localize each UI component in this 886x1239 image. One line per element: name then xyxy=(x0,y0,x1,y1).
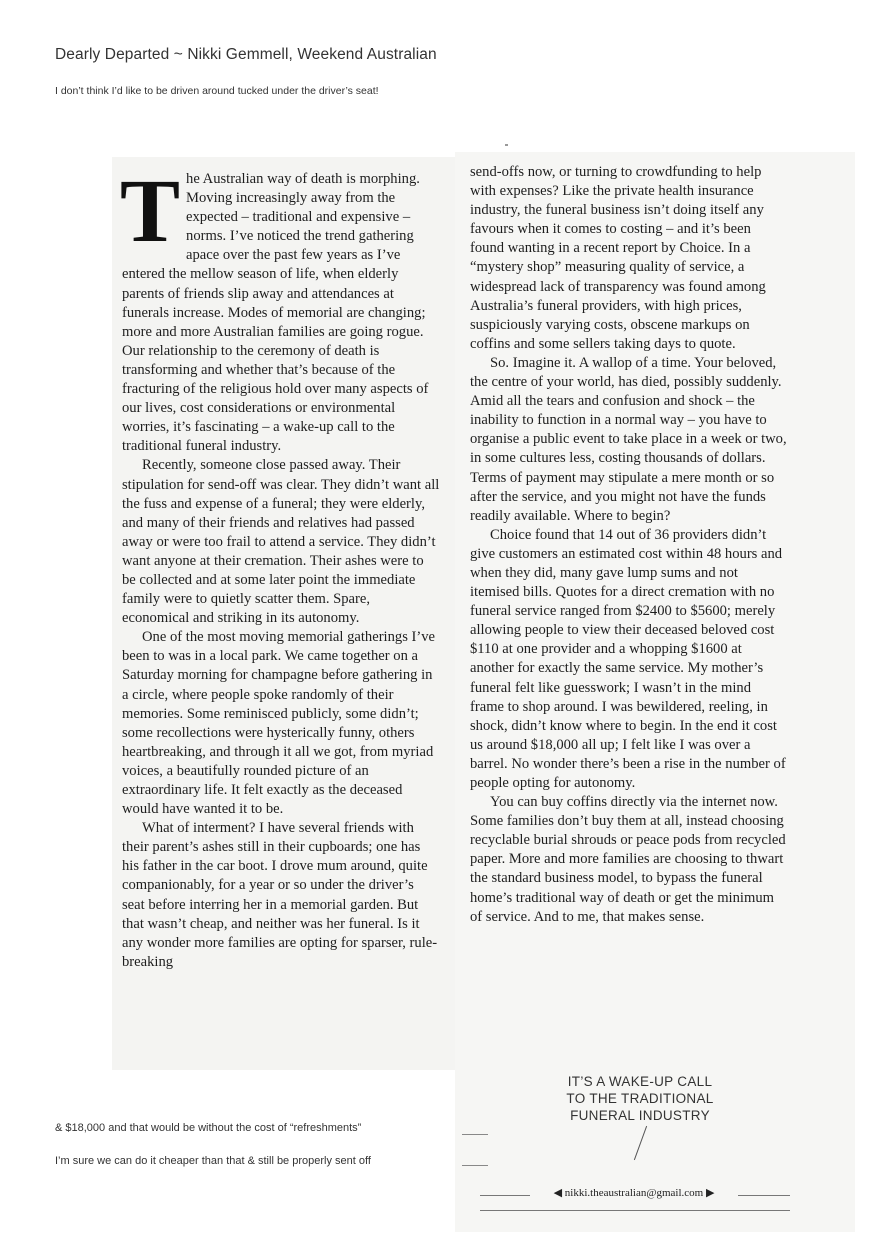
article-paragraph: You can buy coffins directly via the internet now. Some families don’t buy them at all, instead choosing recyclable burial shrouds or peace pods from recycled paper. More and more families are choosing to thwart the standard business model, to bypass the funeral home’s traditional way of death or get the minimum of service. And to me, that makes sense. xyxy=(470,794,786,925)
article-left-column xyxy=(120,162,440,972)
author-email: ◀ nikki.theaustralian@gmail.com ▶ xyxy=(530,1186,738,1199)
scan-mark xyxy=(505,144,508,146)
pull-quote-line: TO THE TRADITIONAL xyxy=(566,1091,714,1106)
article-paragraph: Recently, someone close passed away. Their stipulation for send-off was clear. They didn’t want all the fuss and expense of a funeral; they were elderly, and many of their friends and relatives had passed away or were too frail to attend a service. They didn’t want anyone at their cremation. Their ashes were to be collected and at some later point the immediate family were to quietly scatter them. Spare, economical and striking in its autonomy. xyxy=(122,457,440,627)
cost-note: & $18,000 and that would be without the cost of “refreshments” xyxy=(55,1122,362,1134)
article-right-column xyxy=(470,163,788,927)
article-paragraph: Choice found that 14 out of 36 providers didn’t give customers an estimated cost within 48 hours and when they did, many gave lump sums and not itemised bills. Quotes for a direct cremation with no funeral service ranged from $2400 to $5600; merely allowing people to view their deceased beloved cost $110 at one provider and a whopping $1600 at another for exactly the same service. My mother’s funeral felt like guesswork; I wasn’t in the mind frame to shop around. I was bewildered, reeling, in shock, didn’t know where to begin. In the end it cost us around $18,000 all up; I felt like I was over a barrel. No wonder there’s been a rise in the number of people opting for autonomy. xyxy=(470,526,786,791)
article-paragraph: So. Imagine it. A wallop of a time. Your beloved, the centre of your world, has died, possibly suddenly. Amid all the tears and confusion and shock – the inability to function in a normal way – you have to organise a public event to take place in a week or two, in some cultures less, costing thousands of dollars. Terms of payment may stipulate a mere month or so after the service, and you might not have the funds readily available. Where to begin? xyxy=(470,354,787,524)
article-paragraph: What of interment? I have several friends with their parent’s ashes still in their cupboards; one has his father in the car boot. I drove mum around, quite companionably, for a year or so under the driver’s seat before interring her in a memorial garden. But that wasn’t cheap, and neither was her funeral. Is it any wonder more families are opting for sparser, rule-breaking xyxy=(122,820,438,970)
page-header-title: Dearly Departed ~ Nikki Gemmell, Weekend Australian xyxy=(55,46,437,63)
article-paragraph: send-offs now, or turning to crowdfunding to help with expenses? Like the private health insurance industry, the funeral business isn’t doing itself any favours when it comes to costing – and it’s been found wanting in a recent report by Choice. In a “mystery shop” measuring quality of service, a widespread lack of transparency was found among Australia’s funeral providers, with high prices, suspiciously varying costs, obscene markups on coffins and some sellers taking days to quote. xyxy=(470,164,766,352)
pull-quote-line: FUNERAL INDUSTRY xyxy=(570,1108,710,1123)
article-paragraph: One of the most moving memorial gatherings I’ve been to was in a local park. We came together on a Saturday morning for champagne before gathering in a circle, where people spoke randomly of their memories. Some reminisced publicly, some didn’t; some recollections were hysterically funny, others heartbreaking, and through it all we got, from myriad voices, a beautifully rounded picture of an extraordinary life. It felt exactly as the deceased would have wanted it to be. xyxy=(122,629,436,818)
divider xyxy=(462,1134,488,1135)
cheaper-note: I’m sure we can do it cheaper than that & still be properly sent off xyxy=(55,1155,371,1167)
header-note: I don’t think I’d like to be driven around tucked under the driver’s seat! xyxy=(55,85,379,97)
pull-quote xyxy=(520,1073,760,1124)
article-paragraph: The Australian way of death is morphing. Moving increasingly away from the expected – traditional and expensive – norms. I’ve noticed the trend gathering apace over the past few years as I’ve entered the mellow season of life, when elderly parents of friends slip away and attendances at funerals increase. Modes of memorial are changing; more and more Australian families are going rogue. Our relationship to the ceremony of death is transforming and whether that’s because of the fracturing of the religious hold over many aspects of our lives, cost considerations or environmental worries, it’s fascinating – a wake-up call to the traditional funeral industry. xyxy=(120,162,429,455)
pull-quote-line: IT’S A WAKE-UP CALL xyxy=(567,1074,713,1089)
divider xyxy=(462,1165,488,1166)
divider xyxy=(480,1210,790,1211)
drop-cap: T xyxy=(120,162,181,261)
